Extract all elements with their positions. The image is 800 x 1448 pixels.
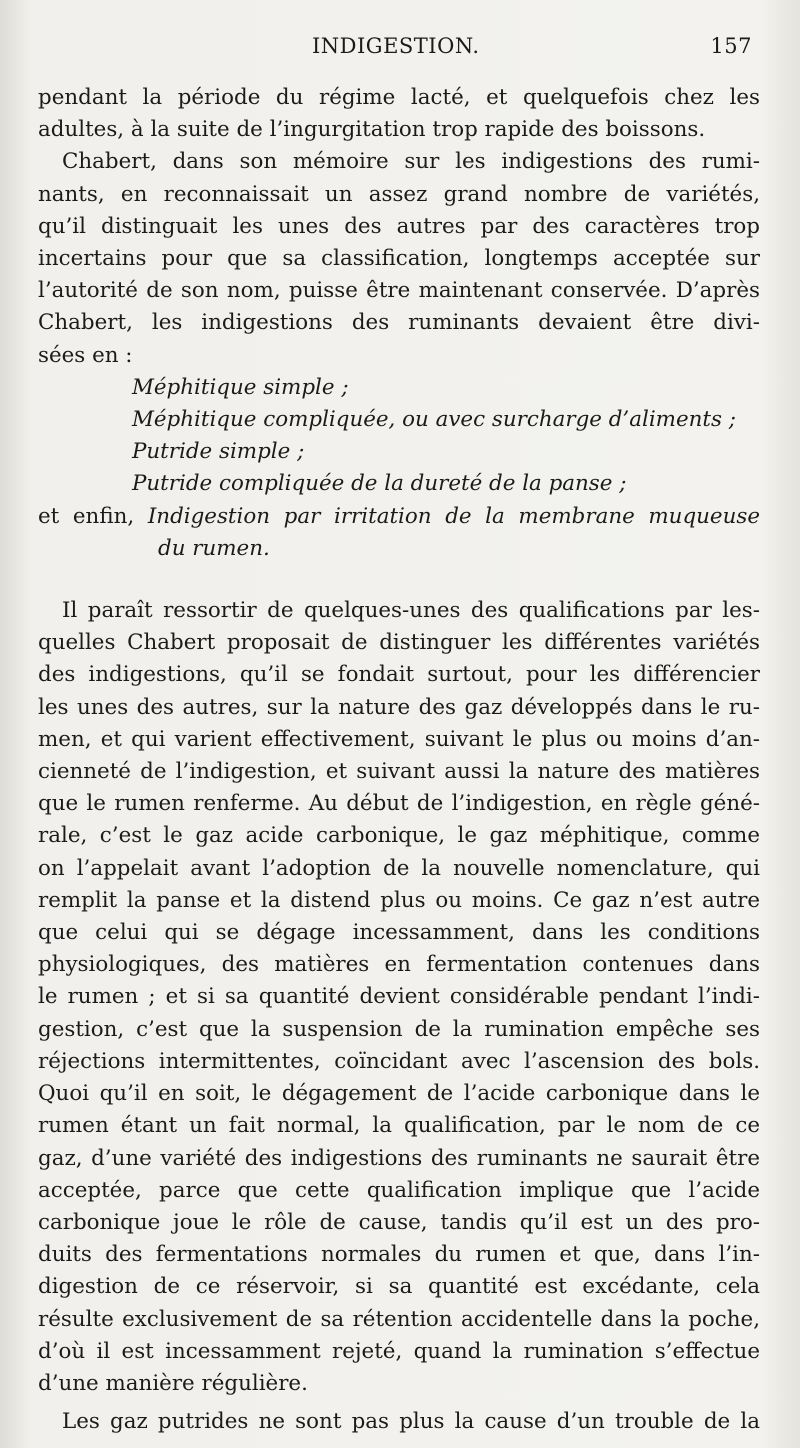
paragraph-3 [38,595,760,1400]
text-line: gaz, d’une variété des indigestions des ruminants ne saurait être [38,1145,760,1171]
text-line: que celui qui se dégage incessamment, dans les conditions [38,920,760,946]
text-line: Chabert, dans son mémoire sur les indigestions des rumi- [62,149,760,175]
text-line: que le rumen renferme. Au début de l’indigestion, en règle géné- [38,791,760,817]
list-item: Méphitique compliquée, ou avec surcharge d’aliments ; [132,407,736,433]
text-line: Quoi qu’il en soit, le dégagement de l’acide carbonique dans le [38,1081,760,1107]
paragraph-2 [38,146,760,371]
text-line: d’où il est incessamment rejeté, quand la rumination s’effectue [38,1338,760,1364]
text-line: le rumen ; et si sa quantité devient considérable pendant l’indi- [38,984,760,1010]
text-line: qu’il distinguait les unes des autres par des caractères trop [38,213,760,239]
running-header [0,34,800,64]
list-item-continuation: du rumen. [158,535,270,561]
text-line: des indigestions, qu’il se fondait surtout, pour les différencier [38,662,760,688]
list-item-text: Indigestion par irritation de la membrane muqueuse [147,503,760,529]
paragraph-gap [38,565,760,595]
text-line: nants, en reconnaissait un assez grand nombre de variétés, [38,181,760,207]
text-line: d’une manière régulière. [38,1370,308,1396]
text-line: rumen étant un fait normal, la qualification, par le nom de ce [38,1113,760,1139]
text-line: digestion de ce réservoir, si sa quantité est excédante, cela [38,1274,760,1300]
list-item: Putride compliquée de la dureté de la panse ; [132,471,627,497]
text-line: incertains pour que sa classification, longtemps acceptée sur [38,246,760,272]
text-line: pendant la période du régime lacté, et quelquefois chez les [38,85,760,110]
text-line: Les gaz putrides ne sont pas plus la cause d’un trouble de la [62,1409,760,1435]
list-lead: et enfin, [38,503,135,529]
list-item: Méphitique simple ; [132,374,349,400]
list-item-final [38,501,760,533]
text-line: duits des fermentations normales du rumen et que, dans l’in- [38,1242,760,1268]
text-line: carbonique joue le rôle de cause, tandis qu’il est un des pro- [38,1209,760,1235]
text-line: résulte exclusivement de sa rétention accidentelle dans la poche, [38,1306,760,1332]
text-line: acceptée, parce que cette qualification implique que l’acide [38,1177,760,1203]
text-line: quelles Chabert proposait de distinguer les différentes variétés [38,630,760,656]
text-line: l’autorité de son nom, puisse être maintenant conservée. D’après [38,278,760,304]
text-line: les unes des autres, sur la nature des gaz développés dans le ru- [38,694,760,720]
text-line: on l’appelait avant l’adoption de la nouvelle nomenclature, qui [38,855,760,881]
text-line: réjections intermittentes, coïncidant avec l’ascension des bols. [38,1048,760,1074]
text-line: sées en : [38,342,133,368]
text-line: adultes, à la suite de l’ingurgitation trop rapide des boissons. [38,117,706,143]
paragraph-1 [38,82,760,146]
chapter-title: INDIGESTION. [312,34,480,58]
text-line: cienneté de l’indigestion, et suivant aussi la nature des matières [38,759,760,785]
body-text [38,82,760,1438]
page-number: 157 [710,34,752,58]
variety-list [38,372,760,565]
list-item: Putride simple ; [132,439,305,465]
text-line: remplit la panse et la distend plus ou moins. Ce gaz n’est autre [38,887,760,913]
paragraph-4 [38,1406,760,1438]
text-line: physiologiques, des matières en fermentation contenues dans [38,952,760,978]
text-line: men, et qui varient effectivement, suivant le plus ou moins d’an- [38,726,760,752]
text-line: Il paraît ressortir de quelques-unes des qualifications par les- [62,598,760,624]
text-line: gestion, c’est que la suspension de la rumination empêche ses [38,1016,760,1042]
text-line: Chabert, les indigestions des ruminants devaient être divi- [38,310,760,336]
text-line: rale, c’est le gaz acide carbonique, le gaz méphitique, comme [38,823,760,849]
